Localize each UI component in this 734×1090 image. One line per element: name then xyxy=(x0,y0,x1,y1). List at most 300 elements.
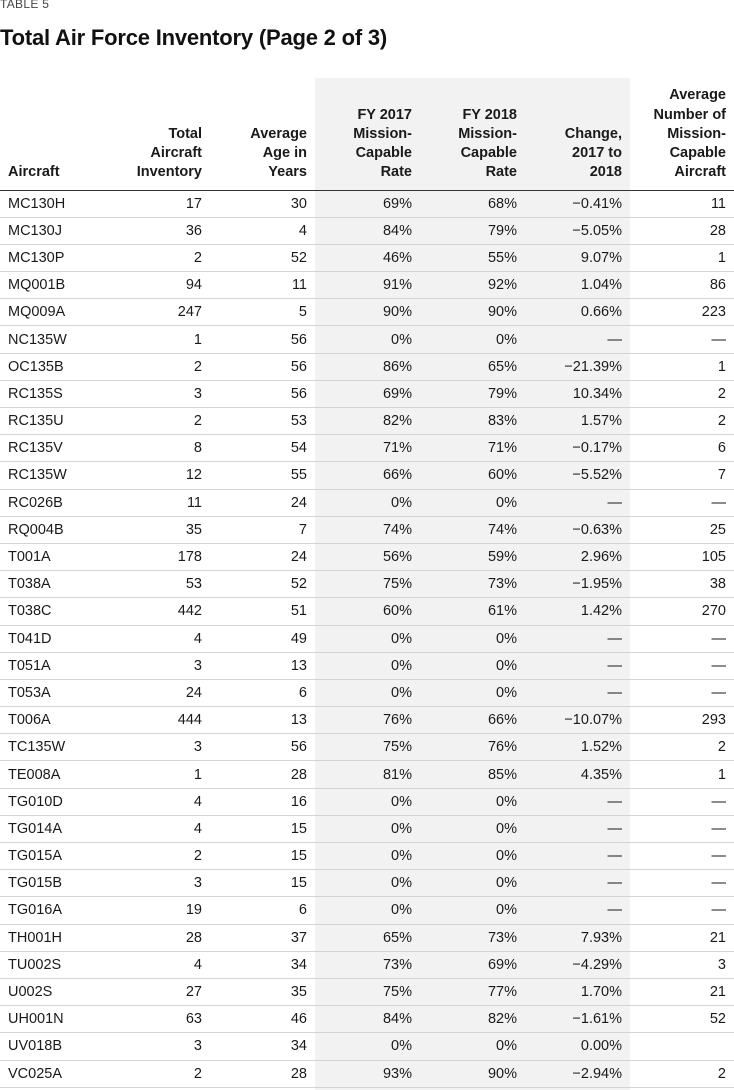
cell-aircraft: TG014A xyxy=(0,815,105,842)
cell-aircraft: RC135W xyxy=(0,462,105,489)
cell-fy2018-rate: 79% xyxy=(420,217,525,244)
cell-change: 1.70% xyxy=(525,978,630,1005)
cell-fy2017-rate: 86% xyxy=(315,353,420,380)
cell-aircraft: RC135U xyxy=(0,408,105,435)
table-row xyxy=(0,707,734,734)
column-header-avg-mission-capable xyxy=(630,78,734,190)
cell-fy2017-rate: 69% xyxy=(315,190,420,217)
cell-fy2018-rate: 60% xyxy=(420,462,525,489)
table-row xyxy=(0,924,734,951)
inventory-table xyxy=(0,78,734,1088)
cell-total-inventory: 11 xyxy=(105,489,210,516)
cell-change: −21.39% xyxy=(525,353,630,380)
cell-average-age: 15 xyxy=(210,815,315,842)
column-header-change xyxy=(525,78,630,190)
cell-fy2018-rate: 0% xyxy=(420,489,525,516)
cell-change: −4.29% xyxy=(525,951,630,978)
table-row xyxy=(0,1033,734,1060)
cell-fy2018-rate: 0% xyxy=(420,788,525,815)
cell-aircraft: MQ009A xyxy=(0,299,105,326)
cell-fy2017-rate: 90% xyxy=(315,299,420,326)
cell-avg-mission-capable: — xyxy=(630,326,734,353)
cell-fy2017-rate: 82% xyxy=(315,408,420,435)
cell-aircraft: T051A xyxy=(0,652,105,679)
cell-avg-mission-capable: 1 xyxy=(630,761,734,788)
table-row xyxy=(0,462,734,489)
cell-avg-mission-capable: 38 xyxy=(630,571,734,598)
cell-aircraft: T001A xyxy=(0,543,105,570)
cell-average-age: 34 xyxy=(210,1033,315,1060)
cell-total-inventory: 63 xyxy=(105,1006,210,1033)
column-header-line: Rate xyxy=(485,164,517,181)
cell-fy2017-rate: 75% xyxy=(315,734,420,761)
table-row xyxy=(0,598,734,625)
cell-fy2017-rate: 60% xyxy=(315,598,420,625)
cell-total-inventory: 3 xyxy=(105,380,210,407)
cell-average-age: 30 xyxy=(210,190,315,217)
cell-aircraft: MC130J xyxy=(0,217,105,244)
column-header-line: Inventory xyxy=(136,164,202,181)
cell-average-age: 56 xyxy=(210,734,315,761)
cell-change: — xyxy=(525,625,630,652)
table-row xyxy=(0,326,734,353)
column-header-line: Mission- xyxy=(353,125,412,142)
cell-average-age: 4 xyxy=(210,217,315,244)
column-header-line: Mission- xyxy=(667,125,726,142)
table-row xyxy=(0,951,734,978)
cell-total-inventory: 2 xyxy=(105,353,210,380)
cell-fy2018-rate: 0% xyxy=(420,870,525,897)
cell-total-inventory: 3 xyxy=(105,734,210,761)
cell-change: — xyxy=(525,652,630,679)
cell-avg-mission-capable: 6 xyxy=(630,435,734,462)
cell-fy2018-rate: 69% xyxy=(420,951,525,978)
cell-change: — xyxy=(525,870,630,897)
cell-fy2018-rate: 77% xyxy=(420,978,525,1005)
cell-average-age: 52 xyxy=(210,244,315,271)
cell-aircraft: T041D xyxy=(0,625,105,652)
cell-avg-mission-capable: — xyxy=(630,625,734,652)
cell-fy2018-rate: 0% xyxy=(420,679,525,706)
column-header-average-age xyxy=(210,78,315,190)
table-header xyxy=(0,78,734,190)
cell-fy2017-rate: 0% xyxy=(315,843,420,870)
cell-aircraft: TG015A xyxy=(0,843,105,870)
column-header-fy2018-rate xyxy=(420,78,525,190)
cell-fy2017-rate: 81% xyxy=(315,761,420,788)
cell-fy2018-rate: 55% xyxy=(420,244,525,271)
column-header-line: Rate xyxy=(380,164,412,181)
cell-avg-mission-capable: — xyxy=(630,788,734,815)
cell-fy2018-rate: 0% xyxy=(420,815,525,842)
cell-total-inventory: 4 xyxy=(105,951,210,978)
column-header-line: Capable xyxy=(460,145,517,162)
cell-fy2017-rate: 76% xyxy=(315,707,420,734)
cell-fy2017-rate: 56% xyxy=(315,543,420,570)
table-row xyxy=(0,353,734,380)
cell-avg-mission-capable: 223 xyxy=(630,299,734,326)
cell-avg-mission-capable: 2 xyxy=(630,380,734,407)
cell-change: 10.34% xyxy=(525,380,630,407)
cell-avg-mission-capable: — xyxy=(630,489,734,516)
cell-average-age: 56 xyxy=(210,326,315,353)
cell-avg-mission-capable: 2 xyxy=(630,1060,734,1087)
cell-total-inventory: 2 xyxy=(105,843,210,870)
column-header-fy2017-rate xyxy=(315,78,420,190)
cell-fy2017-rate: 93% xyxy=(315,1060,420,1087)
cell-fy2018-rate: 92% xyxy=(420,272,525,299)
cell-change: 1.42% xyxy=(525,598,630,625)
cell-change: 1.52% xyxy=(525,734,630,761)
cell-avg-mission-capable: — xyxy=(630,652,734,679)
cell-avg-mission-capable: — xyxy=(630,679,734,706)
cell-avg-mission-capable xyxy=(630,1033,734,1060)
cell-fy2017-rate: 0% xyxy=(315,815,420,842)
column-header-line: Capable xyxy=(355,145,412,162)
cell-change: 0.00% xyxy=(525,1033,630,1060)
column-header-aircraft xyxy=(0,78,105,190)
cell-average-age: 49 xyxy=(210,625,315,652)
cell-total-inventory: 178 xyxy=(105,543,210,570)
cell-avg-mission-capable: 1 xyxy=(630,353,734,380)
cell-average-age: 52 xyxy=(210,571,315,598)
cell-fy2017-rate: 0% xyxy=(315,1033,420,1060)
table-row xyxy=(0,788,734,815)
cell-total-inventory: 3 xyxy=(105,870,210,897)
cell-average-age: 56 xyxy=(210,380,315,407)
cell-fy2018-rate: 59% xyxy=(420,543,525,570)
cell-fy2018-rate: 66% xyxy=(420,707,525,734)
cell-avg-mission-capable: 28 xyxy=(630,217,734,244)
cell-fy2017-rate: 91% xyxy=(315,272,420,299)
cell-total-inventory: 27 xyxy=(105,978,210,1005)
cell-average-age: 51 xyxy=(210,598,315,625)
cell-avg-mission-capable: 25 xyxy=(630,516,734,543)
column-header-line: Total xyxy=(168,125,202,142)
cell-change: — xyxy=(525,788,630,815)
table-row xyxy=(0,1006,734,1033)
cell-aircraft: T038A xyxy=(0,571,105,598)
cell-aircraft: OC135B xyxy=(0,353,105,380)
cell-change: 7.93% xyxy=(525,924,630,951)
cell-total-inventory: 35 xyxy=(105,516,210,543)
cell-average-age: 15 xyxy=(210,870,315,897)
cell-total-inventory: 17 xyxy=(105,190,210,217)
table-row xyxy=(0,652,734,679)
cell-total-inventory: 19 xyxy=(105,897,210,924)
cell-avg-mission-capable: 105 xyxy=(630,543,734,570)
cell-aircraft: TH001H xyxy=(0,924,105,951)
table-row xyxy=(0,571,734,598)
table-row xyxy=(0,625,734,652)
column-header-line: Change, xyxy=(564,125,622,142)
cell-change: 0.66% xyxy=(525,299,630,326)
cell-change: — xyxy=(525,843,630,870)
cell-fy2018-rate: 79% xyxy=(420,380,525,407)
cell-fy2017-rate: 46% xyxy=(315,244,420,271)
cell-change: 9.07% xyxy=(525,244,630,271)
table-row xyxy=(0,244,734,271)
cell-avg-mission-capable: 270 xyxy=(630,598,734,625)
cell-total-inventory: 2 xyxy=(105,408,210,435)
table-row xyxy=(0,380,734,407)
cell-aircraft: VC025A xyxy=(0,1060,105,1087)
cell-avg-mission-capable: 21 xyxy=(630,978,734,1005)
cell-total-inventory: 1 xyxy=(105,326,210,353)
table-row xyxy=(0,978,734,1005)
cell-change: −5.05% xyxy=(525,217,630,244)
cell-change: −1.95% xyxy=(525,571,630,598)
table-body xyxy=(0,190,734,1087)
cell-aircraft: TG015B xyxy=(0,870,105,897)
cell-total-inventory: 36 xyxy=(105,217,210,244)
cell-aircraft: UH001N xyxy=(0,1006,105,1033)
cell-average-age: 53 xyxy=(210,408,315,435)
cell-avg-mission-capable: 2 xyxy=(630,734,734,761)
cell-average-age: 46 xyxy=(210,1006,315,1033)
cell-fy2017-rate: 0% xyxy=(315,897,420,924)
cell-change: −5.52% xyxy=(525,462,630,489)
cell-fy2018-rate: 0% xyxy=(420,1033,525,1060)
column-header-line: 2018 xyxy=(589,164,622,181)
cell-aircraft: UV018B xyxy=(0,1033,105,1060)
cell-change: — xyxy=(525,489,630,516)
table-row xyxy=(0,679,734,706)
column-header-line: FY 2017 xyxy=(357,106,412,123)
cell-fy2017-rate: 73% xyxy=(315,951,420,978)
cell-avg-mission-capable: 293 xyxy=(630,707,734,734)
cell-fy2017-rate: 65% xyxy=(315,924,420,951)
cell-total-inventory: 4 xyxy=(105,815,210,842)
cell-fy2017-rate: 0% xyxy=(315,326,420,353)
cell-aircraft: TG016A xyxy=(0,897,105,924)
cell-total-inventory: 28 xyxy=(105,924,210,951)
column-header-line: 2017 to xyxy=(572,145,622,162)
table-number-label: TABLE 5 xyxy=(0,0,50,11)
cell-avg-mission-capable: 1 xyxy=(630,244,734,271)
cell-fy2017-rate: 84% xyxy=(315,1006,420,1033)
cell-average-age: 13 xyxy=(210,652,315,679)
cell-fy2017-rate: 69% xyxy=(315,380,420,407)
cell-change: −1.61% xyxy=(525,1006,630,1033)
cell-average-age: 28 xyxy=(210,1060,315,1087)
cell-fy2017-rate: 66% xyxy=(315,462,420,489)
table-row xyxy=(0,272,734,299)
cell-average-age: 16 xyxy=(210,788,315,815)
cell-total-inventory: 3 xyxy=(105,1033,210,1060)
table-row xyxy=(0,734,734,761)
cell-aircraft: MC130H xyxy=(0,190,105,217)
cell-fy2018-rate: 0% xyxy=(420,326,525,353)
cell-total-inventory: 53 xyxy=(105,571,210,598)
cell-average-age: 6 xyxy=(210,679,315,706)
cell-aircraft: TG010D xyxy=(0,788,105,815)
cell-total-inventory: 24 xyxy=(105,679,210,706)
table-row xyxy=(0,815,734,842)
table-row xyxy=(0,489,734,516)
cell-aircraft: T038C xyxy=(0,598,105,625)
cell-fy2018-rate: 76% xyxy=(420,734,525,761)
column-header-total-inventory xyxy=(105,78,210,190)
header-row xyxy=(0,78,734,190)
table-row xyxy=(0,761,734,788)
cell-avg-mission-capable: 7 xyxy=(630,462,734,489)
table-row xyxy=(0,1060,734,1087)
cell-average-age: 24 xyxy=(210,489,315,516)
cell-fy2018-rate: 90% xyxy=(420,299,525,326)
column-header-line: Number of xyxy=(653,106,726,123)
cell-average-age: 37 xyxy=(210,924,315,951)
cell-total-inventory: 4 xyxy=(105,788,210,815)
table-row xyxy=(0,408,734,435)
cell-avg-mission-capable: 11 xyxy=(630,190,734,217)
cell-change: — xyxy=(525,326,630,353)
cell-fy2018-rate: 0% xyxy=(420,652,525,679)
cell-change: −10.07% xyxy=(525,707,630,734)
cell-fy2018-rate: 85% xyxy=(420,761,525,788)
cell-aircraft: NC135W xyxy=(0,326,105,353)
cell-average-age: 13 xyxy=(210,707,315,734)
cell-change: −0.63% xyxy=(525,516,630,543)
column-header-line: Aircraft xyxy=(8,164,60,181)
cell-average-age: 55 xyxy=(210,462,315,489)
cell-avg-mission-capable: — xyxy=(630,843,734,870)
cell-fy2018-rate: 68% xyxy=(420,190,525,217)
cell-change: −0.41% xyxy=(525,190,630,217)
cell-avg-mission-capable: 52 xyxy=(630,1006,734,1033)
cell-fy2017-rate: 0% xyxy=(315,489,420,516)
cell-fy2018-rate: 73% xyxy=(420,571,525,598)
column-header-line: Average xyxy=(250,125,307,142)
cell-aircraft: RC135S xyxy=(0,380,105,407)
column-header-line: Capable xyxy=(669,145,726,162)
cell-fy2018-rate: 0% xyxy=(420,897,525,924)
table-title: Total Air Force Inventory (Page 2 of 3) xyxy=(0,25,388,50)
cell-change: 1.57% xyxy=(525,408,630,435)
cell-aircraft: RC026B xyxy=(0,489,105,516)
cell-aircraft: T006A xyxy=(0,707,105,734)
cell-aircraft: TC135W xyxy=(0,734,105,761)
cell-average-age: 11 xyxy=(210,272,315,299)
cell-aircraft: RQ004B xyxy=(0,516,105,543)
cell-avg-mission-capable: 86 xyxy=(630,272,734,299)
cell-total-inventory: 8 xyxy=(105,435,210,462)
cell-fy2017-rate: 74% xyxy=(315,516,420,543)
column-header-line: Age in xyxy=(262,145,307,162)
cell-total-inventory: 4 xyxy=(105,625,210,652)
cell-average-age: 56 xyxy=(210,353,315,380)
cell-change: 1.04% xyxy=(525,272,630,299)
column-header-line: Mission- xyxy=(458,125,517,142)
cell-avg-mission-capable: — xyxy=(630,815,734,842)
cell-aircraft: MQ001B xyxy=(0,272,105,299)
cell-aircraft: TE008A xyxy=(0,761,105,788)
cell-total-inventory: 247 xyxy=(105,299,210,326)
cell-change: −0.17% xyxy=(525,435,630,462)
cell-total-inventory: 94 xyxy=(105,272,210,299)
cell-fy2017-rate: 75% xyxy=(315,571,420,598)
table-row xyxy=(0,543,734,570)
cell-fy2017-rate: 71% xyxy=(315,435,420,462)
cell-fy2017-rate: 84% xyxy=(315,217,420,244)
cell-change: 4.35% xyxy=(525,761,630,788)
cell-avg-mission-capable: 3 xyxy=(630,951,734,978)
cell-fy2017-rate: 0% xyxy=(315,652,420,679)
column-header-line: Aircraft xyxy=(674,164,726,181)
table-row xyxy=(0,435,734,462)
cell-avg-mission-capable: — xyxy=(630,897,734,924)
column-header-line: Aircraft xyxy=(150,145,202,162)
cell-avg-mission-capable: 21 xyxy=(630,924,734,951)
cell-change: — xyxy=(525,897,630,924)
cell-average-age: 24 xyxy=(210,543,315,570)
column-header-line: FY 2018 xyxy=(462,106,517,123)
cell-fy2017-rate: 0% xyxy=(315,625,420,652)
table-row xyxy=(0,190,734,217)
cell-fy2017-rate: 0% xyxy=(315,788,420,815)
cell-change: — xyxy=(525,679,630,706)
column-header-line: Years xyxy=(268,164,307,181)
cell-total-inventory: 444 xyxy=(105,707,210,734)
cell-avg-mission-capable: 2 xyxy=(630,408,734,435)
cell-fy2018-rate: 71% xyxy=(420,435,525,462)
table-row xyxy=(0,516,734,543)
cell-fy2018-rate: 74% xyxy=(420,516,525,543)
cell-fy2018-rate: 90% xyxy=(420,1060,525,1087)
table-row xyxy=(0,843,734,870)
cell-avg-mission-capable: — xyxy=(630,870,734,897)
cell-average-age: 34 xyxy=(210,951,315,978)
cell-change: 2.96% xyxy=(525,543,630,570)
cell-fy2018-rate: 73% xyxy=(420,924,525,951)
cell-fy2018-rate: 83% xyxy=(420,408,525,435)
cell-aircraft: MC130P xyxy=(0,244,105,271)
cell-total-inventory: 3 xyxy=(105,652,210,679)
cell-total-inventory: 2 xyxy=(105,1060,210,1087)
column-header-line: Average xyxy=(669,87,726,104)
cell-total-inventory: 1 xyxy=(105,761,210,788)
cell-total-inventory: 12 xyxy=(105,462,210,489)
cell-aircraft: TU002S xyxy=(0,951,105,978)
cell-fy2018-rate: 61% xyxy=(420,598,525,625)
table-row xyxy=(0,217,734,244)
cell-total-inventory: 442 xyxy=(105,598,210,625)
cell-change: −2.94% xyxy=(525,1060,630,1087)
cell-fy2018-rate: 0% xyxy=(420,843,525,870)
cell-fy2018-rate: 82% xyxy=(420,1006,525,1033)
cell-fy2017-rate: 0% xyxy=(315,870,420,897)
cell-fy2017-rate: 75% xyxy=(315,978,420,1005)
cell-change: — xyxy=(525,815,630,842)
table-row xyxy=(0,299,734,326)
cell-average-age: 7 xyxy=(210,516,315,543)
cell-average-age: 6 xyxy=(210,897,315,924)
cell-aircraft: RC135V xyxy=(0,435,105,462)
cell-average-age: 28 xyxy=(210,761,315,788)
cell-aircraft: U002S xyxy=(0,978,105,1005)
cell-aircraft: T053A xyxy=(0,679,105,706)
cell-total-inventory: 2 xyxy=(105,244,210,271)
cell-average-age: 54 xyxy=(210,435,315,462)
cell-average-age: 35 xyxy=(210,978,315,1005)
table-row xyxy=(0,897,734,924)
cell-fy2017-rate: 0% xyxy=(315,679,420,706)
table-row xyxy=(0,870,734,897)
cell-average-age: 5 xyxy=(210,299,315,326)
cell-fy2018-rate: 65% xyxy=(420,353,525,380)
cell-fy2018-rate: 0% xyxy=(420,625,525,652)
cell-average-age: 15 xyxy=(210,843,315,870)
